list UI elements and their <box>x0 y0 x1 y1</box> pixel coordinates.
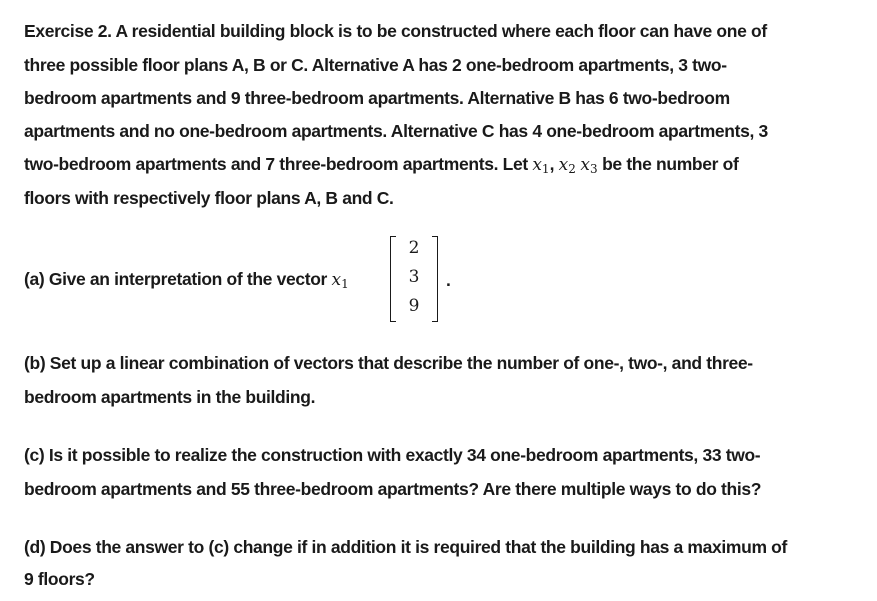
part-a-question <box>24 268 349 291</box>
part-b-line: (b) Set up a linear combination of vectors that describe the number of one-, two-, and three- <box>24 353 753 373</box>
part-a-label: (a) Give an interpretation of the vector <box>24 269 327 289</box>
right-bracket <box>432 236 438 322</box>
column-vector <box>390 236 438 322</box>
part-b-line: bedroom apartments in the building. <box>24 387 316 407</box>
part-d-line: (d) Does the answer to (c) change if in addition it is required that the building has a maximum of <box>24 537 788 557</box>
intro-line: apartments and no one-bedroom apartments. Alternative C has 4 one-bedroom apartments, 3 <box>24 121 768 141</box>
variable-x2: $x_2$ <box>558 155 576 176</box>
intro-line: three possible floor plans A, B or C. Alternative A has 2 one-bedroom apartments, 3 two- <box>24 55 727 75</box>
variable-x1: $x_1$ <box>331 270 349 291</box>
vector-entry: 3 <box>408 267 420 287</box>
intro-line: bedroom apartments and 9 three-bedroom apartments. Alternative B has 6 two-bedroom <box>24 88 730 108</box>
intro-line: two-bedroom apartments and 7 three-bedroom apartments. Let <box>24 154 528 174</box>
intro-line-end: be the number of <box>602 154 739 174</box>
comma: , <box>549 154 555 174</box>
part-c-line: (c) Is it possible to realize the construction with exactly 34 one-bedroom apartments, 33 two- <box>24 445 761 465</box>
vector-entry: 2 <box>408 238 420 258</box>
variable-x3: $x_3$ <box>580 155 598 176</box>
variable-x1: $x_1$ <box>532 155 550 176</box>
vector-period: . <box>446 270 451 290</box>
part-c-line: bedroom apartments and 55 three-bedroom apartments? Are there multiple ways to do this? <box>24 479 762 499</box>
intro-line: Exercise 2. A residential building block is to be constructed where each floor can have one of <box>24 21 767 41</box>
vector-entry: 9 <box>408 296 420 316</box>
intro-line-with-variables <box>24 153 738 176</box>
intro-line: floors with respectively floor plans A, B and C. <box>24 188 394 208</box>
part-d-line: 9 floors? <box>24 569 95 589</box>
